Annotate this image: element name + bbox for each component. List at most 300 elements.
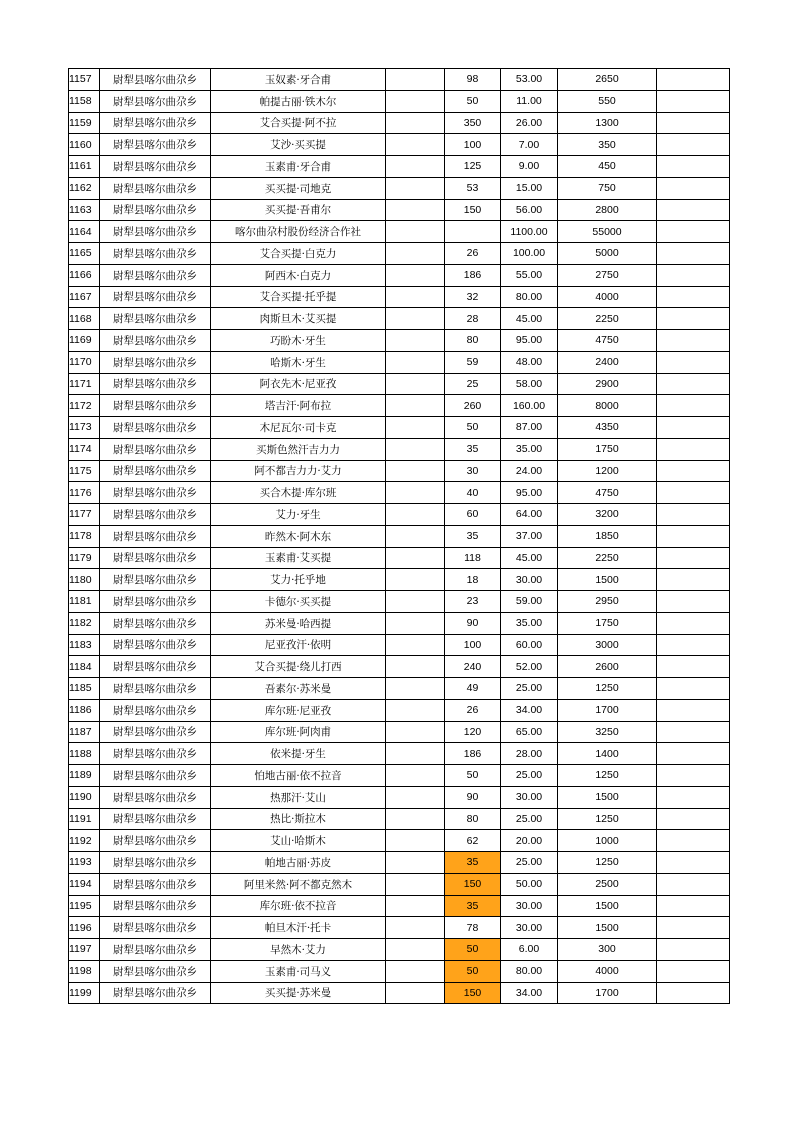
table-row (69, 743, 730, 765)
table-row (69, 852, 730, 874)
total-cell: 2950 (558, 591, 657, 613)
table-row (69, 699, 730, 721)
remark-cell (657, 765, 730, 787)
area-cell: 50 (445, 960, 501, 982)
township-cell: 尉犁县喀尔曲尕乡 (100, 591, 211, 613)
area-cell: 260 (445, 395, 501, 417)
area-cell: 23 (445, 591, 501, 613)
total-cell: 4750 (558, 482, 657, 504)
table-row (69, 395, 730, 417)
row-id-cell: 1165 (69, 243, 100, 265)
price-cell: 80.00 (501, 960, 558, 982)
area-cell: 49 (445, 678, 501, 700)
total-cell: 4000 (558, 286, 657, 308)
price-cell: 25.00 (501, 678, 558, 700)
name-cell: 昨然木·阿木东 (211, 525, 386, 547)
blank-cell (386, 177, 445, 199)
row-id-cell: 1160 (69, 134, 100, 156)
row-id-cell: 1188 (69, 743, 100, 765)
price-cell: 80.00 (501, 286, 558, 308)
table-row (69, 69, 730, 91)
area-cell: 35 (445, 895, 501, 917)
remark-cell (657, 656, 730, 678)
area-cell: 240 (445, 656, 501, 678)
total-cell: 1750 (558, 612, 657, 634)
price-cell: 15.00 (501, 177, 558, 199)
table-row (69, 156, 730, 178)
township-cell: 尉犁县喀尔曲尕乡 (100, 90, 211, 112)
price-cell: 34.00 (501, 982, 558, 1004)
price-cell: 95.00 (501, 482, 558, 504)
row-id-cell: 1182 (69, 612, 100, 634)
township-cell: 尉犁县喀尔曲尕乡 (100, 678, 211, 700)
table-row (69, 417, 730, 439)
blank-cell (386, 330, 445, 352)
total-cell: 350 (558, 134, 657, 156)
name-cell: 艾力·牙生 (211, 504, 386, 526)
remark-cell (657, 939, 730, 961)
name-cell: 买合木提·库尔班 (211, 482, 386, 504)
row-id-cell: 1164 (69, 221, 100, 243)
row-id-cell: 1195 (69, 895, 100, 917)
area-cell: 100 (445, 634, 501, 656)
area-cell: 28 (445, 308, 501, 330)
area-cell: 118 (445, 547, 501, 569)
price-cell: 20.00 (501, 830, 558, 852)
township-cell: 尉犁县喀尔曲尕乡 (100, 351, 211, 373)
area-cell: 80 (445, 808, 501, 830)
blank-cell (386, 808, 445, 830)
remark-cell (657, 525, 730, 547)
price-cell: 7.00 (501, 134, 558, 156)
area-cell: 90 (445, 786, 501, 808)
blank-cell (386, 765, 445, 787)
total-cell: 3250 (558, 721, 657, 743)
blank-cell (386, 351, 445, 373)
row-id-cell: 1186 (69, 699, 100, 721)
table-row (69, 591, 730, 613)
township-cell: 尉犁县喀尔曲尕乡 (100, 765, 211, 787)
area-cell: 150 (445, 199, 501, 221)
township-cell: 尉犁县喀尔曲尕乡 (100, 243, 211, 265)
name-cell: 哈斯木·牙生 (211, 351, 386, 373)
remark-cell (657, 417, 730, 439)
row-id-cell: 1163 (69, 199, 100, 221)
name-cell: 艾合买提·托乎提 (211, 286, 386, 308)
blank-cell (386, 417, 445, 439)
name-cell: 巧盼木·牙生 (211, 330, 386, 352)
table-row (69, 177, 730, 199)
remark-cell (657, 373, 730, 395)
blank-cell (386, 264, 445, 286)
blank-cell (386, 395, 445, 417)
township-cell: 尉犁县喀尔曲尕乡 (100, 852, 211, 874)
table-row (69, 873, 730, 895)
township-cell: 尉犁县喀尔曲尕乡 (100, 438, 211, 460)
blank-cell (386, 939, 445, 961)
township-cell: 尉犁县喀尔曲尕乡 (100, 808, 211, 830)
blank-cell (386, 547, 445, 569)
area-cell: 50 (445, 765, 501, 787)
area-cell: 90 (445, 612, 501, 634)
blank-cell (386, 286, 445, 308)
blank-cell (386, 482, 445, 504)
name-cell: 艾合买提·白克力 (211, 243, 386, 265)
remark-cell (657, 569, 730, 591)
area-cell: 150 (445, 982, 501, 1004)
total-cell: 2650 (558, 69, 657, 91)
row-id-cell: 1157 (69, 69, 100, 91)
area-cell: 125 (445, 156, 501, 178)
township-cell: 尉犁县喀尔曲尕乡 (100, 721, 211, 743)
row-id-cell: 1172 (69, 395, 100, 417)
remark-cell (657, 243, 730, 265)
price-cell: 56.00 (501, 199, 558, 221)
remark-cell (657, 134, 730, 156)
township-cell: 尉犁县喀尔曲尕乡 (100, 786, 211, 808)
remark-cell (657, 960, 730, 982)
price-cell: 100.00 (501, 243, 558, 265)
blank-cell (386, 852, 445, 874)
table-row (69, 830, 730, 852)
blank-cell (386, 525, 445, 547)
area-cell: 50 (445, 939, 501, 961)
remark-cell (657, 786, 730, 808)
table-row (69, 808, 730, 830)
blank-cell (386, 634, 445, 656)
blank-cell (386, 786, 445, 808)
row-id-cell: 1191 (69, 808, 100, 830)
area-cell: 78 (445, 917, 501, 939)
total-cell: 1700 (558, 699, 657, 721)
blank-cell (386, 895, 445, 917)
blank-cell (386, 308, 445, 330)
name-cell: 尼亚孜汗·依明 (211, 634, 386, 656)
table-row (69, 438, 730, 460)
table-row (69, 612, 730, 634)
area-cell: 35 (445, 852, 501, 874)
area-cell: 120 (445, 721, 501, 743)
row-id-cell: 1194 (69, 873, 100, 895)
total-cell: 4350 (558, 417, 657, 439)
blank-cell (386, 569, 445, 591)
row-id-cell: 1159 (69, 112, 100, 134)
township-cell: 尉犁县喀尔曲尕乡 (100, 134, 211, 156)
name-cell: 喀尔曲尕村股份经济合作社 (211, 221, 386, 243)
blank-cell (386, 504, 445, 526)
blank-cell (386, 960, 445, 982)
total-cell: 1250 (558, 852, 657, 874)
price-cell: 30.00 (501, 569, 558, 591)
blank-cell (386, 156, 445, 178)
township-cell: 尉犁县喀尔曲尕乡 (100, 221, 211, 243)
total-cell: 2750 (558, 264, 657, 286)
row-id-cell: 1173 (69, 417, 100, 439)
name-cell: 怕地古丽·依不拉音 (211, 765, 386, 787)
price-cell: 9.00 (501, 156, 558, 178)
name-cell: 吾素尔·苏米曼 (211, 678, 386, 700)
row-id-cell: 1180 (69, 569, 100, 591)
remark-cell (657, 678, 730, 700)
area-cell (445, 221, 501, 243)
name-cell: 买买提·吾甫尔 (211, 199, 386, 221)
area-cell: 25 (445, 373, 501, 395)
total-cell: 3000 (558, 634, 657, 656)
row-id-cell: 1169 (69, 330, 100, 352)
price-cell: 25.00 (501, 808, 558, 830)
price-cell: 160.00 (501, 395, 558, 417)
table-row (69, 373, 730, 395)
table-row (69, 460, 730, 482)
township-cell: 尉犁县喀尔曲尕乡 (100, 330, 211, 352)
total-cell: 8000 (558, 395, 657, 417)
row-id-cell: 1192 (69, 830, 100, 852)
remark-cell (657, 460, 730, 482)
total-cell: 2400 (558, 351, 657, 373)
total-cell: 2800 (558, 199, 657, 221)
row-id-cell: 1162 (69, 177, 100, 199)
row-id-cell: 1158 (69, 90, 100, 112)
total-cell: 1500 (558, 569, 657, 591)
area-cell: 186 (445, 264, 501, 286)
blank-cell (386, 69, 445, 91)
table-row (69, 765, 730, 787)
price-cell: 35.00 (501, 438, 558, 460)
table-row (69, 895, 730, 917)
total-cell: 2250 (558, 308, 657, 330)
total-cell: 2500 (558, 873, 657, 895)
table-row (69, 199, 730, 221)
remark-cell (657, 482, 730, 504)
row-id-cell: 1199 (69, 982, 100, 1004)
total-cell: 300 (558, 939, 657, 961)
blank-cell (386, 917, 445, 939)
blank-cell (386, 830, 445, 852)
remark-cell (657, 330, 730, 352)
area-cell: 50 (445, 90, 501, 112)
row-id-cell: 1181 (69, 591, 100, 613)
remark-cell (657, 917, 730, 939)
price-cell: 30.00 (501, 786, 558, 808)
blank-cell (386, 199, 445, 221)
name-cell: 帕提古丽·铁木尔 (211, 90, 386, 112)
price-cell: 59.00 (501, 591, 558, 613)
township-cell: 尉犁县喀尔曲尕乡 (100, 699, 211, 721)
remark-cell (657, 873, 730, 895)
area-cell: 30 (445, 460, 501, 482)
total-cell: 5000 (558, 243, 657, 265)
remark-cell (657, 156, 730, 178)
name-cell: 帕旦木汗·托卡 (211, 917, 386, 939)
area-cell: 50 (445, 417, 501, 439)
remark-cell (657, 112, 730, 134)
area-cell: 35 (445, 525, 501, 547)
area-cell: 150 (445, 873, 501, 895)
area-cell: 80 (445, 330, 501, 352)
total-cell: 1250 (558, 678, 657, 700)
total-cell: 1500 (558, 895, 657, 917)
name-cell: 帕地古丽·苏皮 (211, 852, 386, 874)
township-cell: 尉犁县喀尔曲尕乡 (100, 525, 211, 547)
name-cell: 艾合买提·绕儿打西 (211, 656, 386, 678)
table-row (69, 243, 730, 265)
blank-cell (386, 221, 445, 243)
blank-cell (386, 243, 445, 265)
row-id-cell: 1183 (69, 634, 100, 656)
blank-cell (386, 656, 445, 678)
table-row (69, 786, 730, 808)
price-cell: 58.00 (501, 373, 558, 395)
remark-cell (657, 177, 730, 199)
remark-cell (657, 547, 730, 569)
remark-cell (657, 895, 730, 917)
total-cell: 4000 (558, 960, 657, 982)
area-cell: 186 (445, 743, 501, 765)
table-row (69, 504, 730, 526)
name-cell: 热那汗·艾山 (211, 786, 386, 808)
row-id-cell: 1176 (69, 482, 100, 504)
price-cell: 45.00 (501, 308, 558, 330)
township-cell: 尉犁县喀尔曲尕乡 (100, 395, 211, 417)
price-cell: 30.00 (501, 895, 558, 917)
price-cell: 87.00 (501, 417, 558, 439)
price-cell: 26.00 (501, 112, 558, 134)
table-row (69, 569, 730, 591)
name-cell: 艾山·哈斯木 (211, 830, 386, 852)
name-cell: 玉素甫·司马义 (211, 960, 386, 982)
table-row (69, 221, 730, 243)
blank-cell (386, 134, 445, 156)
remark-cell (657, 743, 730, 765)
row-id-cell: 1161 (69, 156, 100, 178)
table-row (69, 678, 730, 700)
township-cell: 尉犁县喀尔曲尕乡 (100, 939, 211, 961)
area-cell: 40 (445, 482, 501, 504)
price-cell: 37.00 (501, 525, 558, 547)
name-cell: 艾合买提·阿不拉 (211, 112, 386, 134)
blank-cell (386, 721, 445, 743)
remark-cell (657, 286, 730, 308)
total-cell: 1300 (558, 112, 657, 134)
name-cell: 阿衣先木·尼亚孜 (211, 373, 386, 395)
table-row (69, 112, 730, 134)
total-cell: 450 (558, 156, 657, 178)
remark-cell (657, 699, 730, 721)
township-cell: 尉犁县喀尔曲尕乡 (100, 69, 211, 91)
township-cell: 尉犁县喀尔曲尕乡 (100, 895, 211, 917)
row-id-cell: 1171 (69, 373, 100, 395)
table-row (69, 656, 730, 678)
row-id-cell: 1193 (69, 852, 100, 874)
name-cell: 玉素甫·牙合甫 (211, 156, 386, 178)
blank-cell (386, 678, 445, 700)
price-cell: 11.00 (501, 90, 558, 112)
table-row (69, 939, 730, 961)
township-cell: 尉犁县喀尔曲尕乡 (100, 612, 211, 634)
total-cell: 4750 (558, 330, 657, 352)
table-row (69, 286, 730, 308)
name-cell: 玉素甫·艾买提 (211, 547, 386, 569)
total-cell: 1250 (558, 765, 657, 787)
total-cell: 1200 (558, 460, 657, 482)
name-cell: 艾力·托乎地 (211, 569, 386, 591)
total-cell: 3200 (558, 504, 657, 526)
township-cell: 尉犁县喀尔曲尕乡 (100, 286, 211, 308)
row-id-cell: 1196 (69, 917, 100, 939)
price-cell: 25.00 (501, 852, 558, 874)
name-cell: 木尼瓦尔·司卡克 (211, 417, 386, 439)
table-row (69, 721, 730, 743)
table-row (69, 917, 730, 939)
table-row (69, 634, 730, 656)
area-cell: 32 (445, 286, 501, 308)
township-cell: 尉犁县喀尔曲尕乡 (100, 634, 211, 656)
total-cell: 1850 (558, 525, 657, 547)
name-cell: 依米提·牙生 (211, 743, 386, 765)
area-cell: 100 (445, 134, 501, 156)
row-id-cell: 1177 (69, 504, 100, 526)
blank-cell (386, 112, 445, 134)
table-row (69, 982, 730, 1004)
area-cell: 26 (445, 699, 501, 721)
remark-cell (657, 438, 730, 460)
township-cell: 尉犁县喀尔曲尕乡 (100, 830, 211, 852)
total-cell: 2900 (558, 373, 657, 395)
remark-cell (657, 264, 730, 286)
table-row (69, 308, 730, 330)
name-cell: 阿里米然·阿不都克然木 (211, 873, 386, 895)
name-cell: 卡德尔·买买提 (211, 591, 386, 613)
name-cell: 塔吉汗·阿布拉 (211, 395, 386, 417)
township-cell: 尉犁县喀尔曲尕乡 (100, 982, 211, 1004)
total-cell: 1500 (558, 786, 657, 808)
area-cell: 59 (445, 351, 501, 373)
price-cell: 34.00 (501, 699, 558, 721)
table-row (69, 960, 730, 982)
remark-cell (657, 504, 730, 526)
remark-cell (657, 808, 730, 830)
row-id-cell: 1167 (69, 286, 100, 308)
name-cell: 肉斯旦木·艾买提 (211, 308, 386, 330)
township-cell: 尉犁县喀尔曲尕乡 (100, 264, 211, 286)
price-cell: 60.00 (501, 634, 558, 656)
remark-cell (657, 395, 730, 417)
table-row (69, 525, 730, 547)
remark-cell (657, 351, 730, 373)
name-cell: 买买提·苏米曼 (211, 982, 386, 1004)
total-cell: 1250 (558, 808, 657, 830)
total-cell: 550 (558, 90, 657, 112)
price-cell: 52.00 (501, 656, 558, 678)
remark-cell (657, 634, 730, 656)
remark-cell (657, 612, 730, 634)
township-cell: 尉犁县喀尔曲尕乡 (100, 873, 211, 895)
remark-cell (657, 721, 730, 743)
price-cell: 30.00 (501, 917, 558, 939)
blank-cell (386, 460, 445, 482)
name-cell: 热比·斯拉木 (211, 808, 386, 830)
remark-cell (657, 982, 730, 1004)
table-row (69, 134, 730, 156)
price-cell: 53.00 (501, 69, 558, 91)
price-cell: 65.00 (501, 721, 558, 743)
row-id-cell: 1170 (69, 351, 100, 373)
row-id-cell: 1168 (69, 308, 100, 330)
table-row (69, 264, 730, 286)
row-id-cell: 1198 (69, 960, 100, 982)
total-cell: 2250 (558, 547, 657, 569)
price-cell: 48.00 (501, 351, 558, 373)
